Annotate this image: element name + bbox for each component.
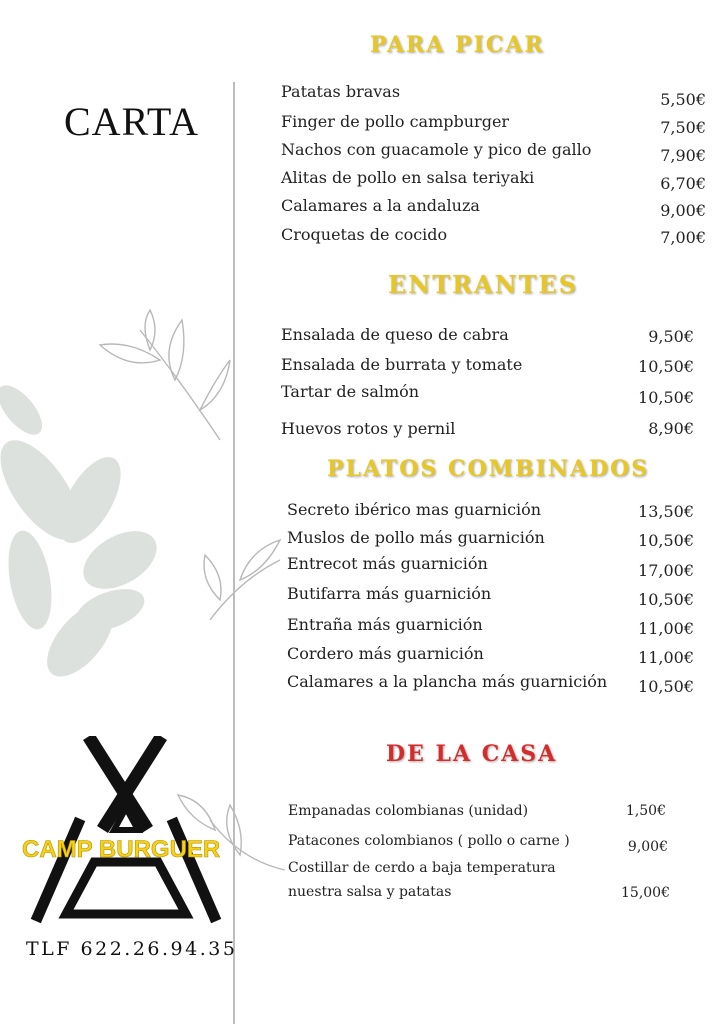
menu-item-price: 9,50€: [648, 327, 694, 346]
menu-item-price: 7,50€: [660, 118, 706, 137]
menu-item-name: Costillar de cerdo a baja temperatura: [288, 860, 556, 876]
menu-item-price: 9,00€: [660, 201, 706, 220]
menu-item-price: 10,50€: [638, 388, 694, 407]
menu-item-price: 1,50€: [625, 803, 666, 819]
menu-item-name: Patacones colombianos ( pollo o carne ): [288, 833, 570, 849]
menu-item-price: 17,00€: [638, 561, 694, 580]
menu-item-price: 10,50€: [638, 531, 694, 550]
menu-item-name: Nachos con guacamole y pico de gallo: [281, 140, 592, 159]
menu-item-price: 13,50€: [638, 502, 694, 521]
menu-item-name: Ensalada de queso de cabra: [281, 325, 509, 344]
menu-item-price: 6,70€: [660, 174, 706, 193]
menu-item-name: Ensalada de burrata y tomate: [281, 355, 523, 374]
menu-item-name: Entrecot más guarnición: [287, 554, 488, 573]
vertical-divider: [233, 82, 235, 1024]
menu-item-name: Calamares a la plancha más guarnición: [287, 672, 608, 691]
section-heading-entrantes: ENTRANTES: [388, 270, 579, 299]
section-heading-de-la-casa: DE LA CASA: [386, 741, 558, 767]
menu-item-price: 5,50€: [660, 90, 706, 109]
menu-item-price: 8,90€: [648, 419, 694, 438]
menu-item-name: Empanadas colombianas (unidad): [288, 803, 529, 819]
menu-item-name: Tartar de salmón: [281, 382, 420, 401]
page-title: CARTA: [64, 99, 199, 144]
menu-item-name: Butifarra más guarnición: [287, 584, 492, 603]
menu-item-price: 15,00€: [621, 885, 670, 901]
menu-item-price: 10,50€: [638, 677, 694, 696]
menu-item-name: Croquetas de cocido: [281, 225, 448, 244]
section-heading-platos-combinados: PLATOS COMBINADOS: [327, 456, 650, 482]
logo-brand-text: CAMP BURGUER: [22, 836, 221, 863]
menu-item-price: 11,00€: [638, 648, 694, 667]
menu-item-name: Huevos rotos y pernil: [281, 419, 456, 438]
menu-item-name: Muslos de pollo más guarnición: [287, 528, 545, 547]
menu-item-name: Cordero más guarnición: [287, 644, 484, 663]
menu-item-name: Calamares a la andaluza: [281, 196, 480, 215]
menu-item-name: Entraña más guarnición: [287, 615, 483, 634]
phone-number: TLF 622.26.94.35: [26, 938, 238, 960]
menu-item-price: 11,00€: [638, 619, 694, 638]
menu-item-name: Secreto ibérico mas guarnición: [287, 500, 542, 519]
menu-item-price: 9,00€: [627, 839, 668, 855]
section-heading-para-picar: PARA PICAR: [370, 32, 545, 58]
menu-item-name: Patatas bravas: [281, 82, 401, 101]
menu-item-name-continued: nuestra salsa y patatas: [288, 884, 452, 900]
menu-item-price: 7,00€: [660, 228, 706, 247]
menu-item-name: Alitas de pollo en salsa teriyaki: [281, 168, 535, 187]
menu-item-name: Finger de pollo campburger: [281, 112, 510, 131]
menu-item-price: 7,90€: [660, 146, 706, 165]
menu-item-price: 10,50€: [638, 590, 694, 609]
menu-item-price: 10,50€: [638, 357, 694, 376]
camp-burguer-logo: [26, 736, 226, 926]
